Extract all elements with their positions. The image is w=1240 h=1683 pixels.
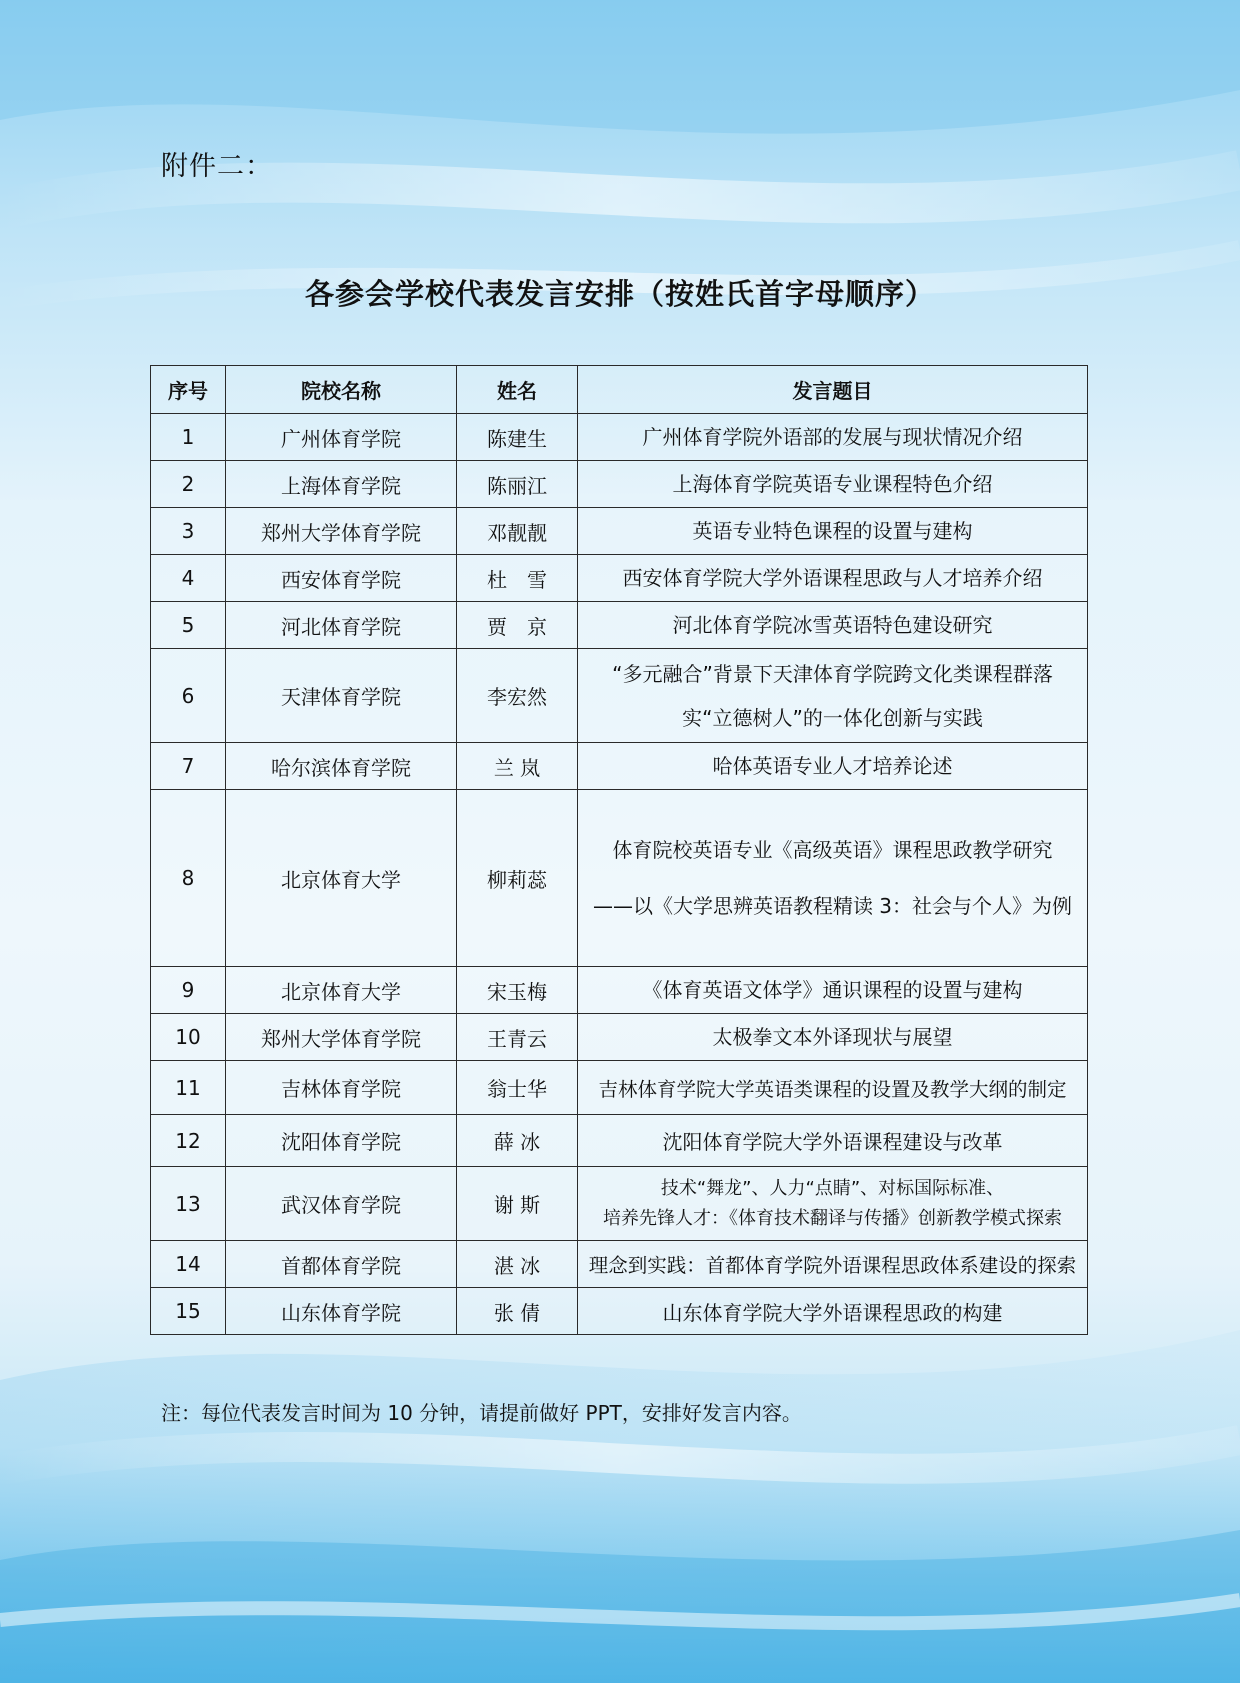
table-row — [151, 1115, 1088, 1167]
topic-line: 西安体育学院大学外语课程思政与人才培养介绍 — [622, 566, 1043, 590]
table-row — [151, 602, 1088, 649]
row-number: 6 — [151, 649, 226, 743]
row-number: 7 — [151, 743, 226, 790]
footnote: 注：每位代表发言时间为 10 分钟，请提前做好 PPT，安排好发言内容。 — [161, 1401, 802, 1425]
table-row — [151, 1061, 1088, 1115]
row-school: 哈尔滨体育学院 — [226, 743, 457, 790]
header-topic: 发言题目 — [578, 366, 1088, 414]
topic-line: 《体育英语文体学》通识课程的设置与建构 — [642, 978, 1023, 1002]
topic-line: “多元融合”背景下天津体育学院跨文化类课程群落 — [612, 661, 1053, 686]
header-number: 序号 — [151, 366, 226, 414]
topic-line: 吉林体育学院大学英语类课程的设置及教学大纲的制定 — [598, 1077, 1067, 1101]
table-row — [151, 1014, 1088, 1061]
row-number: 5 — [151, 602, 226, 649]
row-school: 首都体育学院 — [226, 1241, 457, 1288]
row-school: 河北体育学院 — [226, 602, 457, 649]
row-name: 陈丽江 — [457, 461, 578, 508]
row-topic — [578, 1115, 1088, 1167]
row-name: 李宏然 — [457, 649, 578, 743]
row-topic — [578, 1167, 1088, 1241]
row-name: 宋玉梅 — [457, 967, 578, 1014]
row-topic — [578, 649, 1088, 743]
row-number: 11 — [151, 1061, 226, 1115]
topic-line: 英语专业特色课程的设置与建构 — [692, 519, 973, 543]
row-school: 山东体育学院 — [226, 1288, 457, 1335]
row-topic — [578, 555, 1088, 602]
row-number: 2 — [151, 461, 226, 508]
row-school: 沈阳体育学院 — [226, 1115, 457, 1167]
row-school: 武汉体育学院 — [226, 1167, 457, 1241]
table-row — [151, 1241, 1088, 1288]
topic-line: ——以《大学思辨英语教程精读 3：社会与个人》为例 — [592, 894, 1073, 918]
row-name: 贾 京 — [457, 602, 578, 649]
attachment-label: 附件二： — [161, 151, 273, 182]
speaker-schedule-table — [150, 365, 1088, 1335]
topic-line: 广州体育学院外语部的发展与现状情况介绍 — [642, 425, 1023, 449]
row-school: 吉林体育学院 — [226, 1061, 457, 1115]
table-row — [151, 1288, 1088, 1335]
row-number: 8 — [151, 790, 226, 967]
row-school: 西安体育学院 — [226, 555, 457, 602]
row-name: 谢 斯 — [457, 1167, 578, 1241]
row-name: 兰 岚 — [457, 743, 578, 790]
row-number: 13 — [151, 1167, 226, 1241]
row-topic — [578, 1288, 1088, 1335]
table-row — [151, 743, 1088, 790]
row-number: 14 — [151, 1241, 226, 1288]
row-topic — [578, 790, 1088, 967]
table-row — [151, 967, 1088, 1014]
row-name: 翁士华 — [457, 1061, 578, 1115]
row-name: 王青云 — [457, 1014, 578, 1061]
header-name: 姓名 — [457, 366, 578, 414]
topic-line: 太极拳文本外译现状与展望 — [712, 1025, 953, 1049]
table-header-row — [151, 366, 1088, 414]
row-school: 郑州大学体育学院 — [226, 1014, 457, 1061]
row-name: 湛 冰 — [457, 1241, 578, 1288]
topic-line: 河北体育学院冰雪英语特色建设研究 — [672, 613, 993, 637]
row-name: 邓靓靓 — [457, 508, 578, 555]
topic-line: 沈阳体育学院大学外语课程建设与改革 — [662, 1130, 1003, 1154]
row-school: 广州体育学院 — [226, 414, 457, 461]
row-name: 薛 冰 — [457, 1115, 578, 1167]
row-topic — [578, 508, 1088, 555]
topic-line: 理念到实践：首都体育学院外语课程思政体系建设的探索 — [588, 1254, 1077, 1277]
table-row — [151, 555, 1088, 602]
row-school: 北京体育大学 — [226, 967, 457, 1014]
row-school: 天津体育学院 — [226, 649, 457, 743]
row-number: 10 — [151, 1014, 226, 1061]
row-topic — [578, 1061, 1088, 1115]
row-number: 9 — [151, 967, 226, 1014]
row-name: 柳莉蕊 — [457, 790, 578, 967]
row-name: 张 倩 — [457, 1288, 578, 1335]
topic-line: 体育院校英语专业《高级英语》课程思政教学研究 — [612, 838, 1053, 862]
row-number: 15 — [151, 1288, 226, 1335]
row-name: 杜 雪 — [457, 555, 578, 602]
table-row — [151, 649, 1088, 743]
row-school: 上海体育学院 — [226, 461, 457, 508]
row-school: 郑州大学体育学院 — [226, 508, 457, 555]
row-topic — [578, 602, 1088, 649]
table-row — [151, 461, 1088, 508]
row-number: 4 — [151, 555, 226, 602]
table-row — [151, 414, 1088, 461]
topic-line: 培养先锋人才：《体育技术翻译与传播》创新教学模式探索 — [603, 1207, 1062, 1229]
header-school: 院校名称 — [226, 366, 457, 414]
row-topic — [578, 1241, 1088, 1288]
topic-line: 上海体育学院英语专业课程特色介绍 — [672, 472, 993, 496]
row-school: 北京体育大学 — [226, 790, 457, 967]
table-row — [151, 1167, 1088, 1241]
row-number: 12 — [151, 1115, 226, 1167]
row-name: 陈建生 — [457, 414, 578, 461]
topic-line: 哈体英语专业人才培养论述 — [712, 754, 953, 778]
row-number: 3 — [151, 508, 226, 555]
topic-line: 技术“舞龙”、人力“点睛”、对标国际标准、 — [660, 1177, 1005, 1199]
row-topic — [578, 461, 1088, 508]
row-topic — [578, 967, 1088, 1014]
row-topic — [578, 743, 1088, 790]
table-row — [151, 508, 1088, 555]
topic-line: 山东体育学院大学外语课程思政的构建 — [662, 1300, 1003, 1325]
row-number: 1 — [151, 414, 226, 461]
page-title: 各参会学校代表发言安排（按姓氏首字母顺序） — [304, 277, 935, 311]
row-topic — [578, 414, 1088, 461]
table-row — [151, 790, 1088, 967]
topic-line: 实“立德树人”的一体化创新与实践 — [682, 705, 983, 730]
row-topic — [578, 1014, 1088, 1061]
